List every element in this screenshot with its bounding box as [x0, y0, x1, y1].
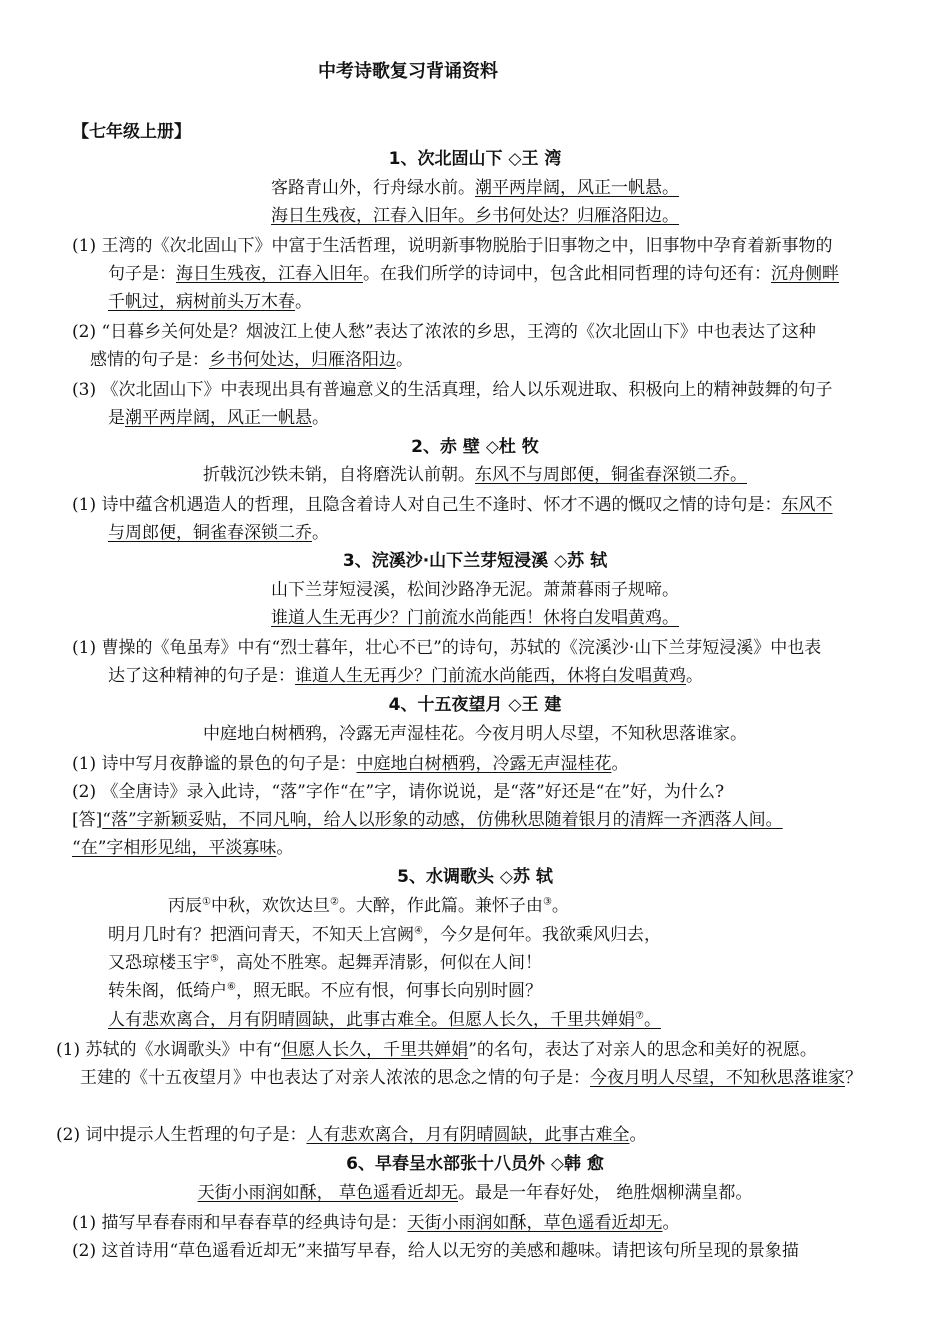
poem-2-question-1-line-2: 与周郎便，铜雀春深锁二乔。 — [108, 523, 329, 543]
poem-2-heading: 2、赤 壁 ◇杜 牧 — [411, 437, 539, 457]
poem-5-line-4: 人有悲欢离合，月有阴晴圆缺，此事古难全。但愿人长久，千里共婵娟⑦。 — [108, 1010, 661, 1030]
poem-5-question-1-line-2: 王建的《十五夜望月》中也表达了对亲人浓浓的思念之情的句子是：今夜月明人尽望，不知秋思落谁家？ — [80, 1068, 862, 1088]
poem-5-line-2: 又恐琼楼玉宇⑤，高处不胜寒。起舞弄清影，何似在人间！ — [108, 953, 542, 973]
poem-2-question-1: (1) 诗中蕴含机遇造人的哲理，且隐含着诗人对自己生不逢时、怀才不遇的慨叹之情的诗句是：东风不 — [72, 495, 833, 515]
poem-5-heading: 5、水调歌头 ◇苏 轼 — [397, 867, 553, 887]
poem-4-answer: [答]“落”字新颖妥贴，不同凡响，给人以形象的动感，仿佛秋思随着银月的清辉一齐洒落人间。 — [72, 810, 783, 830]
poem-1-line-1: 客路青山外，行舟绿水前。潮平两岸阔，风正一帆悬。 — [271, 178, 679, 198]
poem-2-line-1: 折戟沉沙铁未销，自将磨洗认前朝。东风不与周郎便，铜雀春深锁二乔。 — [203, 465, 747, 485]
poem-5-question-1: (1) 苏轼的《水调歌头》中有“但愿人长久，千里共婵娟”的名句，表达了对亲人的思念和美好的祝愿。 — [56, 1040, 817, 1060]
grade-label: 【七年级上册】 — [72, 122, 191, 142]
poem-1-question-3: (3) 《次北固山下》中表现出具有普遍意义的生活真理，给人以乐观进取、积极向上的精神鼓舞的句子 — [72, 380, 833, 400]
poem-4-question-2: (2) 《全唐诗》录入此诗，“落”字作“在”字，请你说说，是“落”好还是“在”好，为什么? — [72, 782, 725, 802]
poem-5-line-3: 转朱阁，低绮户⑥，照无眠。不应有恨，何事长向别时圆？ — [108, 981, 542, 1001]
poem-3-line-1: 山下兰芽短浸溪，松间沙路净无泥。萧萧暮雨子规啼。 — [271, 580, 679, 600]
poem-1-line-2: 海日生残夜，江春入旧年。乡书何处达？归雁洛阳边。 — [271, 206, 679, 226]
poem-5-preface: 丙辰①中秋，欢饮达旦②。大醉，作此篇。兼怀子由③。 — [168, 896, 569, 916]
poem-3-question-1: (1) 曹操的《龟虽寿》中有“烈士暮年，壮心不已”的诗句，苏轼的《浣溪沙·山下兰芽短浸溪》中也表 — [72, 638, 822, 658]
poem-6-question-1: (1) 描写早春春雨和早春春草的经典诗句是：天街小雨润如酥，草色遥看近却无。 — [72, 1213, 680, 1233]
poem-1-heading: 1、次北固山下 ◇王 湾 — [388, 149, 562, 169]
poem-1-question-1-line-3: 千帆过，病树前头万木春。 — [108, 292, 312, 312]
poem-3-line-2: 谁道人生无再少？门前流水尚能西！休将白发唱黄鸡。 — [271, 608, 679, 628]
poem-1-question-1-line-2: 句子是：海日生残夜，江春入旧年。在我们所学的诗词中，包含此相同哲理的诗句还有：沉舟侧畔 — [108, 264, 839, 284]
poem-1-question-2-line-2: 感情的句子是：乡书何处达，归雁洛阳边。 — [90, 350, 413, 370]
poem-5-line-1: 明月几时有？把酒问青天，不知天上宫阙④，今夕是何年。我欲乘风归去， — [108, 925, 661, 945]
poem-4-question-1: (1) 诗中写月夜静谧的景色的句子是：中庭地白树栖鸦，冷露无声湿桂花。 — [72, 754, 629, 774]
poem-5-question-2: (2) 词中提示人生哲理的句子是：人有悲欢离合，月有阴晴圆缺，此事古难全。 — [56, 1125, 647, 1145]
poem-1-question-3-line-2: 是潮平两岸阔，风正一帆悬。 — [108, 408, 329, 428]
poem-1-question-2: (2) “日暮乡关何处是？烟波江上使人愁”表达了浓浓的乡思，王湾的《次北固山下》中也表达了这种 — [72, 322, 816, 342]
poem-3-question-1-line-2: 达了这种精神的句子是：谁道人生无再少？门前流水尚能西，休将白发唱黄鸡。 — [108, 666, 703, 686]
poem-6-line-1: 天街小雨润如酥， 草色遥看近却无。最是一年春好处， 绝胜烟柳满皇都。 — [197, 1183, 753, 1203]
poem-6-heading: 6、早春呈水部张十八员外 ◇韩 愈 — [346, 1154, 604, 1174]
poem-4-line-1: 中庭地白树栖鸦，冷露无声湿桂花。今夜月明人尽望，不知秋思落谁家。 — [203, 724, 747, 744]
poem-4-heading: 4、十五夜望月 ◇王 建 — [388, 695, 562, 715]
poem-3-heading: 3、浣溪沙·山下兰芽短浸溪 ◇苏 轼 — [342, 551, 608, 571]
poem-1-question-1: (1) 王湾的《次北固山下》中富于生活哲理，说明新事物脱胎于旧事物之中，旧事物中孕育着新事物的 — [72, 236, 833, 256]
page-title: 中考诗歌复习背诵资料 — [318, 61, 498, 82]
poem-6-question-2: (2) 这首诗用“草色遥看近却无”来描写早春，给人以无穷的美感和趣味。请把该句所呈现的景象描 — [72, 1241, 799, 1261]
poem-4-answer-line-2: “在”字相形见绌，平淡寡味。 — [72, 838, 294, 858]
